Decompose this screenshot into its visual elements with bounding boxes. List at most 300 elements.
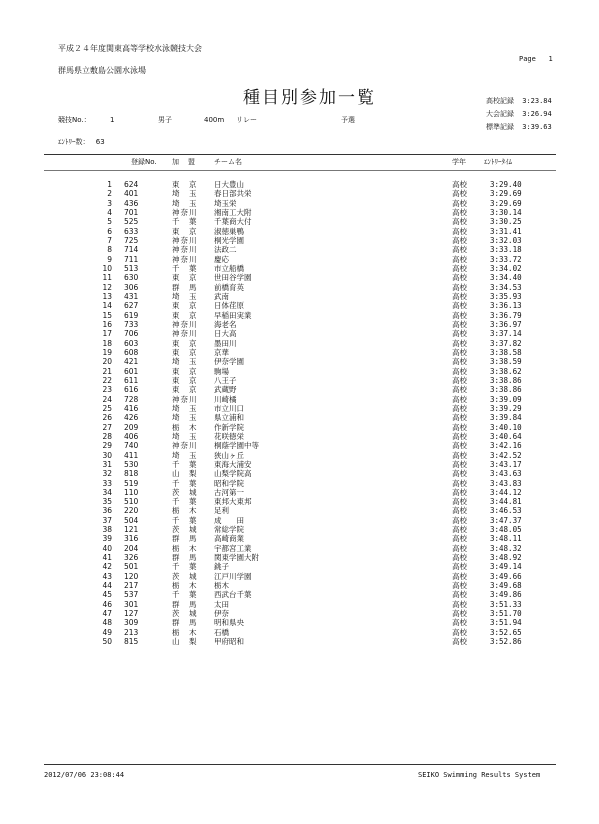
row-entry-time: 3:48.32 [490, 543, 522, 553]
row-grade: 高校 [452, 198, 467, 208]
row-grade: 高校 [452, 459, 467, 469]
row-rank: 15 [102, 310, 112, 320]
row-rank: 19 [102, 347, 112, 357]
row-grade: 高校 [452, 347, 467, 357]
row-grade: 高校 [452, 413, 467, 423]
row-reg-no: 301 [124, 599, 139, 609]
row-entry-time: 3:52.65 [490, 627, 522, 637]
row-team: 甲府昭和 [214, 637, 244, 647]
row-rank: 5 [107, 217, 112, 227]
row-reg-no: 110 [124, 487, 139, 497]
row-pref: 茨 城 [172, 609, 198, 619]
row-entry-time: 3:42.16 [490, 441, 522, 451]
row-rank: 3 [107, 198, 112, 208]
row-pref: 東 京 [172, 301, 198, 311]
table-row [0, 637, 599, 646]
row-rank: 27 [102, 422, 112, 432]
table-row [0, 544, 599, 553]
row-grade: 高校 [452, 525, 467, 535]
row-pref: 埼 玉 [172, 291, 198, 301]
row-grade: 高校 [452, 637, 467, 647]
row-grade: 高校 [452, 375, 467, 385]
row-pref: 神奈川 [172, 235, 198, 245]
row-pref: 埼 玉 [172, 189, 198, 199]
row-entry-time: 3:47.37 [490, 515, 522, 525]
row-grade: 高校 [452, 301, 467, 311]
table-row [0, 217, 599, 226]
table-row [0, 264, 599, 273]
row-team: 高崎商業 [214, 534, 244, 544]
row-rank: 4 [107, 207, 112, 217]
footer-timestamp: 2012/07/06 23:08:44 [44, 771, 125, 779]
row-rank: 14 [102, 301, 112, 311]
row-team: 淑徳巣鴨 [214, 226, 244, 236]
row-entry-time: 3:42.52 [490, 450, 522, 460]
row-reg-no: 728 [124, 394, 139, 404]
row-rank: 18 [102, 338, 112, 348]
row-reg-no: 504 [124, 515, 139, 525]
row-grade: 高校 [452, 366, 467, 376]
record-time: 3:26.94 [522, 110, 552, 118]
table-row [0, 385, 599, 394]
row-reg-no: 406 [124, 431, 139, 441]
row-rank: 50 [102, 637, 112, 647]
row-team: 武南 [214, 291, 229, 301]
row-pref: 群 馬 [172, 534, 198, 544]
row-reg-no: 619 [124, 310, 139, 320]
row-reg-no: 601 [124, 366, 139, 376]
record-row [486, 97, 552, 106]
row-grade: 高校 [452, 609, 467, 619]
row-grade: 高校 [452, 497, 467, 507]
table-row [0, 339, 599, 348]
table-row [0, 479, 599, 488]
row-team: 作新学院 [214, 422, 244, 432]
row-reg-no: 127 [124, 609, 139, 619]
row-rank: 42 [102, 562, 112, 572]
row-entry-time: 3:35.93 [490, 291, 522, 301]
row-entry-time: 3:38.58 [490, 347, 522, 357]
row-pref: 栃 木 [172, 543, 198, 553]
row-rank: 34 [102, 487, 112, 497]
row-team: 墨田川 [214, 338, 237, 348]
row-grade: 高校 [452, 394, 467, 404]
row-pref: 東 京 [172, 366, 198, 376]
row-team: 千葉商大付 [214, 217, 252, 227]
row-entry-time: 3:33.72 [490, 254, 522, 264]
table-row [0, 590, 599, 599]
row-pref: 栃 木 [172, 506, 198, 516]
venue: 群馬県立敷島公園水泳場 [58, 66, 146, 75]
row-team: 成 田 [214, 515, 244, 525]
row-rank: 22 [102, 375, 112, 385]
row-pref: 群 馬 [172, 553, 198, 563]
row-entry-time: 3:40.64 [490, 431, 522, 441]
row-pref: 栃 木 [172, 422, 198, 432]
table-row [0, 245, 599, 254]
row-entry-time: 3:49.14 [490, 562, 522, 572]
row-entry-time: 3:43.83 [490, 478, 522, 488]
row-rank: 30 [102, 450, 112, 460]
row-reg-no: 217 [124, 581, 139, 591]
table-row [0, 395, 599, 404]
row-team: 山梨学院高 [214, 469, 252, 479]
row-reg-no: 725 [124, 235, 139, 245]
row-grade: 高校 [452, 627, 467, 637]
row-pref: 神奈川 [172, 394, 198, 404]
row-pref: 埼 玉 [172, 357, 198, 367]
row-entry-time: 3:34.53 [490, 282, 522, 292]
row-pref: 神奈川 [172, 245, 198, 255]
row-reg-no: 436 [124, 198, 139, 208]
table-row [0, 600, 599, 609]
row-grade: 高校 [452, 487, 467, 497]
row-reg-no: 740 [124, 441, 139, 451]
row-reg-no: 501 [124, 562, 139, 572]
row-rank: 29 [102, 441, 112, 451]
table-row [0, 572, 599, 581]
row-pref: 千 葉 [172, 263, 198, 273]
row-pref: 山 梨 [172, 637, 198, 647]
row-team: 世田谷学園 [214, 273, 252, 283]
table-row [0, 283, 599, 292]
row-grade: 高校 [452, 263, 467, 273]
record-row [486, 123, 552, 132]
row-reg-no: 603 [124, 338, 139, 348]
row-entry-time: 3:38.86 [490, 375, 522, 385]
col-team: チーム名 [214, 158, 242, 166]
row-grade: 高校 [452, 282, 467, 292]
row-entry-time: 3:38.62 [490, 366, 522, 376]
row-pref: 茨 城 [172, 525, 198, 535]
row-reg-no: 510 [124, 497, 139, 507]
table-row [0, 367, 599, 376]
entry-count-label: ｴﾝﾄﾘｰ数： [58, 138, 90, 146]
row-team: 花咲徳栄 [214, 431, 244, 441]
row-team: 川崎橘 [214, 394, 237, 404]
footer-system: SEIKO Swimming Results System [418, 771, 541, 779]
record-time: 3:23.84 [522, 97, 552, 105]
row-grade: 高校 [452, 189, 467, 199]
event-gender: 男子 [158, 116, 172, 124]
row-grade: 高校 [452, 599, 467, 609]
row-rank: 17 [102, 329, 112, 339]
row-grade: 高校 [452, 291, 467, 301]
row-rank: 32 [102, 469, 112, 479]
row-reg-no: 525 [124, 217, 139, 227]
row-grade: 高校 [452, 515, 467, 525]
page-indicator [519, 55, 553, 64]
row-grade: 高校 [452, 534, 467, 544]
row-reg-no: 530 [124, 459, 139, 469]
row-rank: 10 [102, 263, 112, 273]
row-reg-no: 624 [124, 180, 139, 189]
row-pref: 東 京 [172, 375, 198, 385]
row-pref: 山 梨 [172, 469, 198, 479]
row-rank: 24 [102, 394, 112, 404]
row-team: 駒場 [214, 366, 229, 376]
row-pref: 埼 玉 [172, 198, 198, 208]
row-reg-no: 714 [124, 245, 139, 255]
row-pref: 神奈川 [172, 254, 198, 264]
row-reg-no: 209 [124, 422, 139, 432]
row-team: 古河第一 [214, 487, 244, 497]
event-no-label: 競技No.： [58, 116, 91, 124]
row-grade: 高校 [452, 226, 467, 236]
row-grade: 高校 [452, 338, 467, 348]
row-entry-time: 3:36.79 [490, 310, 522, 320]
table-row [0, 553, 599, 562]
row-grade: 高校 [452, 571, 467, 581]
row-entry-time: 3:33.18 [490, 245, 522, 255]
table-row [0, 441, 599, 450]
row-grade: 高校 [452, 562, 467, 572]
table-row [0, 199, 599, 208]
row-entry-time: 3:29.69 [490, 198, 522, 208]
row-team: 早稲田実業 [214, 310, 252, 320]
row-pref: 神奈川 [172, 329, 198, 339]
row-team: 県立浦和 [214, 413, 244, 423]
row-reg-no: 513 [124, 263, 139, 273]
row-pref: 千 葉 [172, 590, 198, 600]
row-pref: 埼 玉 [172, 431, 198, 441]
row-entry-time: 3:29.40 [490, 180, 522, 189]
row-entry-time: 3:39.84 [490, 413, 522, 423]
row-reg-no: 633 [124, 226, 139, 236]
row-team: 春日部共栄 [214, 189, 252, 199]
col-pref: 加 盟 [172, 158, 196, 166]
row-pref: 神奈川 [172, 441, 198, 451]
row-team: 八王子 [214, 375, 237, 385]
row-team: 武蔵野 [214, 385, 237, 395]
row-team: 慶応 [214, 254, 229, 264]
row-pref: 東 京 [172, 273, 198, 283]
record-label: 大会記録 [486, 110, 514, 118]
row-entry-time: 3:43.63 [490, 469, 522, 479]
row-rank: 38 [102, 525, 112, 535]
row-rank: 47 [102, 609, 112, 619]
row-rank: 41 [102, 553, 112, 563]
row-team: 市立川口 [214, 403, 244, 413]
col-grade: 学年 [452, 158, 466, 166]
table-row [0, 451, 599, 460]
row-grade: 高校 [452, 590, 467, 600]
row-reg-no: 306 [124, 282, 139, 292]
row-team: 江戸川学園 [214, 571, 252, 581]
row-pref: 千 葉 [172, 562, 198, 572]
row-team: 埼玉栄 [214, 198, 237, 208]
row-pref: 埼 玉 [172, 403, 198, 413]
row-grade: 高校 [452, 319, 467, 329]
row-entry-time: 3:51.33 [490, 599, 522, 609]
header-bottom-rule [44, 170, 556, 171]
row-grade: 高校 [452, 245, 467, 255]
row-entry-time: 3:44.81 [490, 497, 522, 507]
row-pref: 栃 木 [172, 581, 198, 591]
row-grade: 高校 [452, 357, 467, 367]
row-reg-no: 326 [124, 553, 139, 563]
page-number: 1 [548, 55, 553, 63]
row-reg-no: 711 [124, 254, 139, 264]
row-grade: 高校 [452, 431, 467, 441]
table-row [0, 488, 599, 497]
table-row [0, 506, 599, 515]
record-label: 高校記録 [486, 97, 514, 105]
row-reg-no: 701 [124, 207, 139, 217]
row-team: 市立船橋 [214, 263, 244, 273]
row-team: 日大豊山 [214, 180, 244, 189]
row-entry-time: 3:43.17 [490, 459, 522, 469]
table-row [0, 292, 599, 301]
table-row [0, 562, 599, 571]
row-reg-no: 815 [124, 637, 139, 647]
header-top-rule [44, 154, 556, 155]
table-row [0, 413, 599, 422]
row-reg-no: 120 [124, 571, 139, 581]
meet-name: 平成２４年度関東高等学校水泳競技大会 [58, 44, 202, 53]
event-no: 1 [110, 116, 115, 124]
row-entry-time: 3:30.14 [490, 207, 522, 217]
table-row [0, 609, 599, 618]
row-grade: 高校 [452, 441, 467, 451]
row-reg-no: 416 [124, 403, 139, 413]
row-reg-no: 421 [124, 357, 139, 367]
row-grade: 高校 [452, 254, 467, 264]
row-entry-time: 3:52.86 [490, 637, 522, 647]
row-pref: 群 馬 [172, 618, 198, 628]
event-round: 予選 [341, 116, 355, 124]
row-rank: 16 [102, 319, 112, 329]
row-reg-no: 519 [124, 478, 139, 488]
row-entry-time: 3:37.14 [490, 329, 522, 339]
row-team: 桐光学園 [214, 235, 244, 245]
row-entry-time: 3:40.10 [490, 422, 522, 432]
row-reg-no: 733 [124, 319, 139, 329]
row-rank: 7 [107, 235, 112, 245]
entry-table [0, 180, 599, 646]
row-entry-time: 3:39.29 [490, 403, 522, 413]
row-entry-time: 3:32.03 [490, 235, 522, 245]
row-team: 栃木 [214, 581, 229, 591]
record-time: 3:39.63 [522, 123, 552, 131]
table-row [0, 273, 599, 282]
row-rank: 44 [102, 581, 112, 591]
row-reg-no: 611 [124, 375, 139, 385]
table-row [0, 516, 599, 525]
row-rank: 2 [107, 189, 112, 199]
row-entry-time: 3:34.40 [490, 273, 522, 283]
row-entry-time: 3:37.82 [490, 338, 522, 348]
row-team: 京華 [214, 347, 229, 357]
row-team: 湘南工大附 [214, 207, 252, 217]
row-rank: 11 [102, 273, 112, 283]
table-row [0, 525, 599, 534]
row-entry-time: 3:29.69 [490, 189, 522, 199]
row-entry-time: 3:39.09 [490, 394, 522, 404]
row-rank: 40 [102, 543, 112, 553]
row-reg-no: 309 [124, 618, 139, 628]
row-entry-time: 3:48.92 [490, 553, 522, 563]
table-row [0, 618, 599, 627]
row-pref: 神奈川 [172, 319, 198, 329]
record-label: 標準記録 [486, 123, 514, 131]
table-row [0, 628, 599, 637]
row-team: 常総学院 [214, 525, 244, 535]
table-row [0, 236, 599, 245]
row-reg-no: 121 [124, 525, 139, 535]
row-entry-time: 3:38.86 [490, 385, 522, 395]
row-rank: 13 [102, 291, 112, 301]
row-reg-no: 204 [124, 543, 139, 553]
row-grade: 高校 [452, 543, 467, 553]
row-pref: 千 葉 [172, 459, 198, 469]
table-row [0, 189, 599, 198]
row-pref: 東 京 [172, 338, 198, 348]
row-grade: 高校 [452, 450, 467, 460]
row-team: 伊奈 [214, 609, 229, 619]
row-pref: 東 京 [172, 385, 198, 395]
row-entry-time: 3:49.68 [490, 581, 522, 591]
row-grade: 高校 [452, 506, 467, 516]
row-grade: 高校 [452, 329, 467, 339]
table-row [0, 311, 599, 320]
row-rank: 33 [102, 478, 112, 488]
row-entry-time: 3:44.12 [490, 487, 522, 497]
row-pref: 群 馬 [172, 282, 198, 292]
row-team: 明和県央 [214, 618, 244, 628]
row-reg-no: 627 [124, 301, 139, 311]
row-reg-no: 431 [124, 291, 139, 301]
row-pref: 千 葉 [172, 478, 198, 488]
row-reg-no: 411 [124, 450, 139, 460]
record-row [486, 110, 552, 119]
table-row [0, 255, 599, 264]
row-rank: 39 [102, 534, 112, 544]
row-rank: 49 [102, 627, 112, 637]
row-team: 狭山ヶ丘 [214, 450, 244, 460]
row-reg-no: 608 [124, 347, 139, 357]
row-rank: 46 [102, 599, 112, 609]
row-pref: 神奈川 [172, 207, 198, 217]
row-team: 伊奈学園 [214, 357, 244, 367]
row-rank: 48 [102, 618, 112, 628]
row-reg-no: 706 [124, 329, 139, 339]
row-rank: 8 [107, 245, 112, 255]
page-label: Page [519, 55, 536, 63]
row-grade: 高校 [452, 207, 467, 217]
row-grade: 高校 [452, 385, 467, 395]
table-row [0, 423, 599, 432]
row-pref: 東 京 [172, 347, 198, 357]
table-row [0, 404, 599, 413]
row-rank: 26 [102, 413, 112, 423]
row-entry-time: 3:34.02 [490, 263, 522, 273]
row-reg-no: 537 [124, 590, 139, 600]
row-entry-time: 3:46.53 [490, 506, 522, 516]
row-grade: 高校 [452, 273, 467, 283]
row-reg-no: 630 [124, 273, 139, 283]
row-team: 前橋育英 [214, 282, 244, 292]
row-entry-time: 3:36.97 [490, 319, 522, 329]
table-row [0, 227, 599, 236]
row-rank: 9 [107, 254, 112, 264]
row-grade: 高校 [452, 469, 467, 479]
table-row [0, 329, 599, 338]
row-pref: 栃 木 [172, 627, 198, 637]
row-team: 太田 [214, 599, 229, 609]
row-grade: 高校 [452, 581, 467, 591]
row-team: 法政二 [214, 245, 237, 255]
